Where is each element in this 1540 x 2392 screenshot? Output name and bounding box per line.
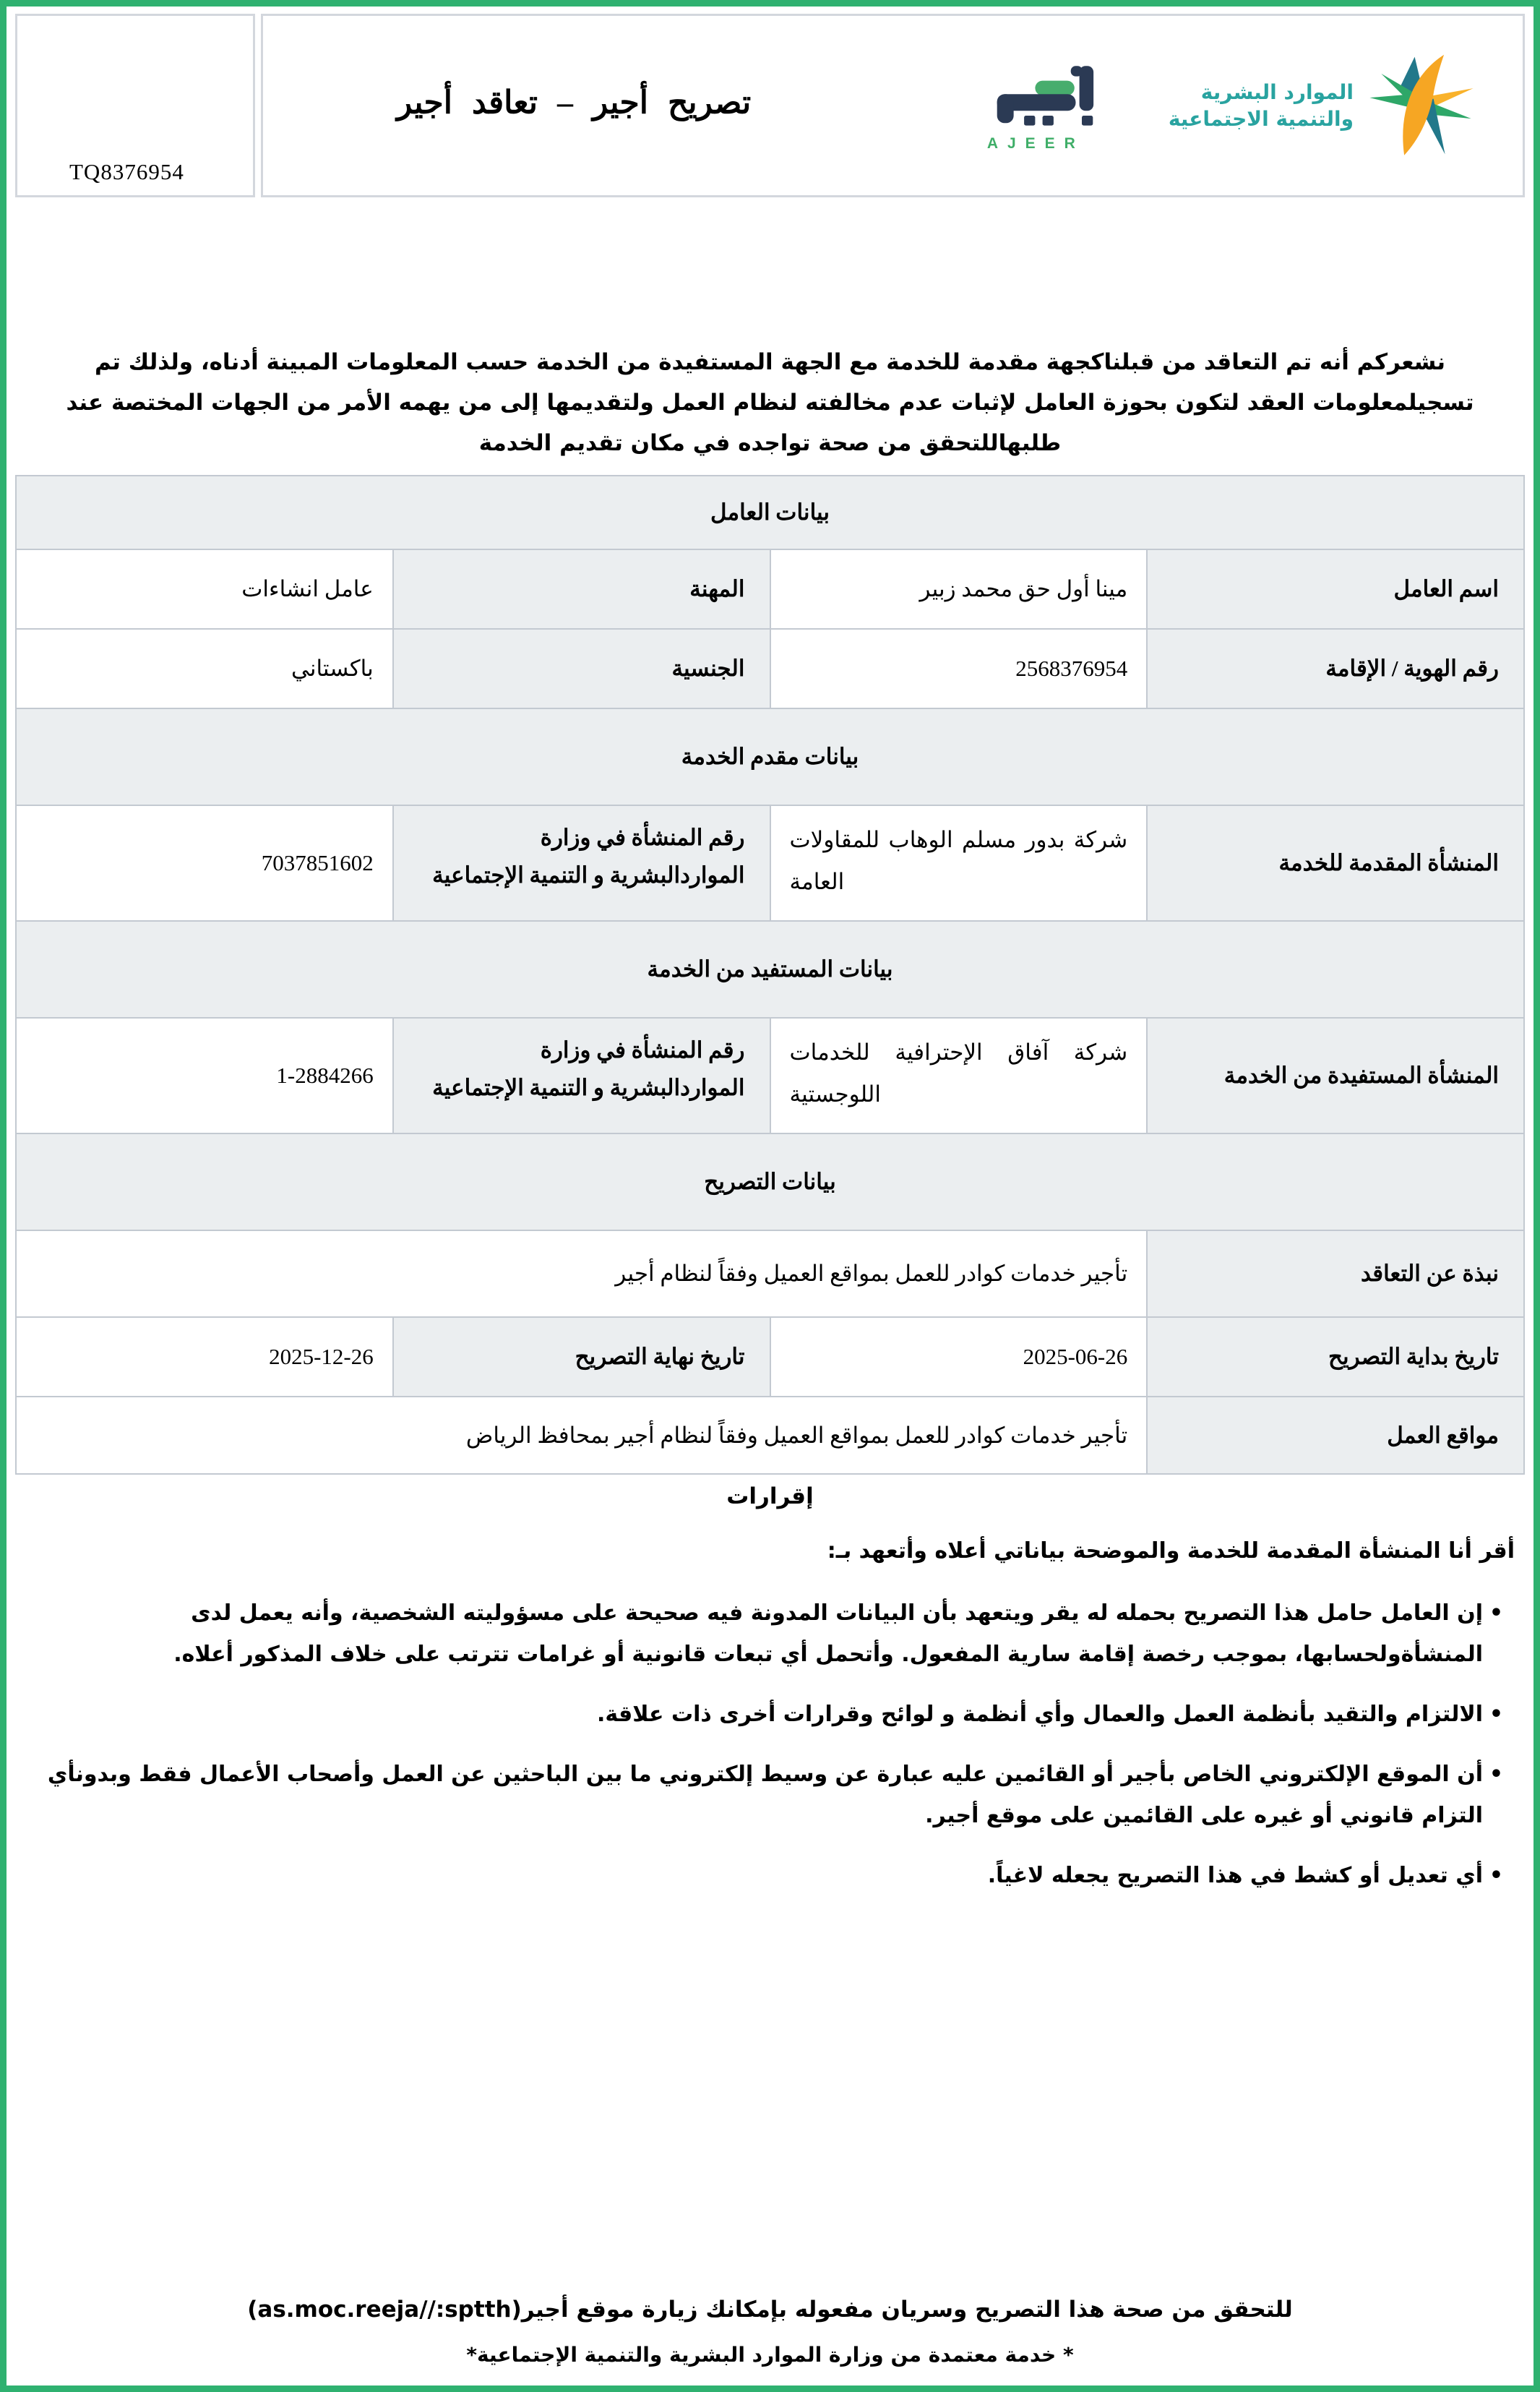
contract-summary-label: نبذة عن التعاقد: [1148, 1231, 1523, 1316]
ministry-wordmark: [1169, 79, 1354, 132]
provider-number-label: رقم المنشأة في وزارة المواردالبشرية و التنمية الإجتماعية: [394, 806, 770, 920]
ajeer-wordmark-icon: [983, 59, 1107, 132]
ministry-emblem-icon: [1364, 51, 1479, 160]
provider-section-header: بيانات مقدم الخدمة: [17, 709, 1523, 805]
worker-section-header: بيانات العامل: [17, 476, 1523, 549]
permit-number-box: [15, 14, 255, 197]
worker-profession-value: عامل انشاءات: [17, 550, 392, 628]
header-title-box: [261, 14, 1525, 197]
verification-note: للتحقق من صحة هذا التصريح وسريان مفعوله بإمكانك زيارة موقع أجير(as.moc.reeja//:sptth): [247, 2297, 1293, 2323]
worker-nationality-label: الجنسية: [394, 630, 770, 708]
declaration-item: • إن العامل حامل هذا التصريح بحمله له يقر ويتعهد بأن البيانات المدونة فيه صحيحة على مسؤوليته الشخصية، وأنه يعمل لدى المنشأةولحسابها، بموجب رخصة إقامة سارية المفعول. وأتحمل أي تبعات قانونية أو غرامات تترتب على خلاف المذكور أعلاه.: [44, 1592, 1503, 1675]
logo-cluster: [983, 16, 1479, 195]
document-header: [15, 14, 1525, 197]
end-date-label: تاريخ نهاية التصريح: [394, 1318, 770, 1396]
ajeer-logo: [983, 59, 1107, 153]
contract-summary-value: تأجير خدمات كوادر للعمل بمواقع العميل وفقاً لنظام أجير: [17, 1231, 1146, 1316]
ministry-name-line1: الموارد البشرية: [1200, 80, 1354, 104]
worker-profession-label: المهنة: [394, 550, 770, 628]
provider-name-value: شركة بدور مسلم الوهاب للمقاولات العامة: [771, 806, 1147, 920]
declarations-list: [15, 1574, 1525, 1896]
start-date-value: 2025-06-26: [771, 1318, 1147, 1396]
beneficiary-section-header: بيانات المستفيد من الخدمة: [17, 922, 1523, 1017]
provider-name-label: المنشأة المقدمة للخدمة: [1148, 806, 1523, 920]
ministry-name-line2: والتنمية الاجتماعية: [1168, 107, 1354, 131]
beneficiary-number-value: 1-2884266: [17, 1019, 392, 1133]
permit-section-header: بيانات التصريح: [17, 1134, 1523, 1230]
intro-paragraph: نشعركم أنه تم التعاقد من قبلناكجهة مقدمة للخدمة مع الجهة المستفيدة من الخدمة حسب المعلومات المبينة أدناه، ولذلك تم تسجيلمعلومات العقد لتكون بحوزة العامل لإثبات عدم مخالفته لنظام العمل ولتقديمها إلى من يهمه الأمر من الجهات المختصة عند طلبهاللتحقق من صحة تواجده في مكان تقديم الخدمة: [66, 349, 1474, 456]
beneficiary-name-value: شركة آفاق الإحترافية للخدمات اللوجستية: [771, 1019, 1147, 1133]
ajeer-latin-label: AJEER: [986, 135, 1085, 152]
declaration-item: • أن الموقع الإلكتروني الخاص بأجير أو القائمين عليه عبارة عن وسيط إلكتروني ما بين الباحثين عن العمل وأصحاب الأعمال فقط وبدونأي التزام قانوني أو غيره على القائمين على موقع أجير.: [44, 1754, 1503, 1836]
document-title: تصريح أجير – تعاقد أجير: [397, 85, 752, 121]
beneficiary-number-label: رقم المنشأة في وزارة المواردالبشرية و التنمية الإجتماعية: [394, 1019, 770, 1133]
worker-id-value: 2568376954: [771, 630, 1147, 708]
worker-name-label: اسم العامل: [1148, 550, 1523, 628]
declaration-item: • الالتزام والتقيد بأنظمة العمل والعمال وأي أنظمة و لوائح وقرارات أخرى ذات علاقة.: [44, 1694, 1503, 1735]
permit-number: TQ8376954: [69, 159, 184, 184]
worker-nationality-value: باكستاني: [17, 630, 392, 708]
worker-name-value: مينا أول حق محمد زبير: [771, 550, 1147, 628]
start-date-label: تاريخ بداية التصريح: [1148, 1318, 1523, 1396]
work-locations-value: تأجير خدمات كوادر للعمل بمواقع العميل وفقاً لنظام أجير بمحافظ الرياض: [17, 1397, 1146, 1473]
permit-info-table: [15, 475, 1525, 1475]
beneficiary-name-label: المنشأة المستفيدة من الخدمة: [1148, 1019, 1523, 1133]
declarations-title: إقرارات: [726, 1483, 814, 1509]
provider-number-value: 7037851602: [17, 806, 392, 920]
work-locations-label: مواقع العمل: [1148, 1397, 1523, 1473]
worker-id-label: رقم الهوية / الإقامة: [1148, 630, 1523, 708]
document-footer: [15, 2297, 1525, 2367]
approved-service-note: * خدمة معتمدة من وزارة الموارد البشرية والتنمية الإجتماعية*: [466, 2343, 1074, 2367]
declarations-intro: أقر أنا المنشأة المقدمة للخدمة والموضحة بياناتي أعلاه وأتعهد بـ:: [827, 1538, 1515, 1564]
declaration-item: • أي تعديل أو كشط في هذا التصريح يجعله لاغياً.: [44, 1855, 1503, 1896]
end-date-value: 2025-12-26: [17, 1318, 392, 1396]
